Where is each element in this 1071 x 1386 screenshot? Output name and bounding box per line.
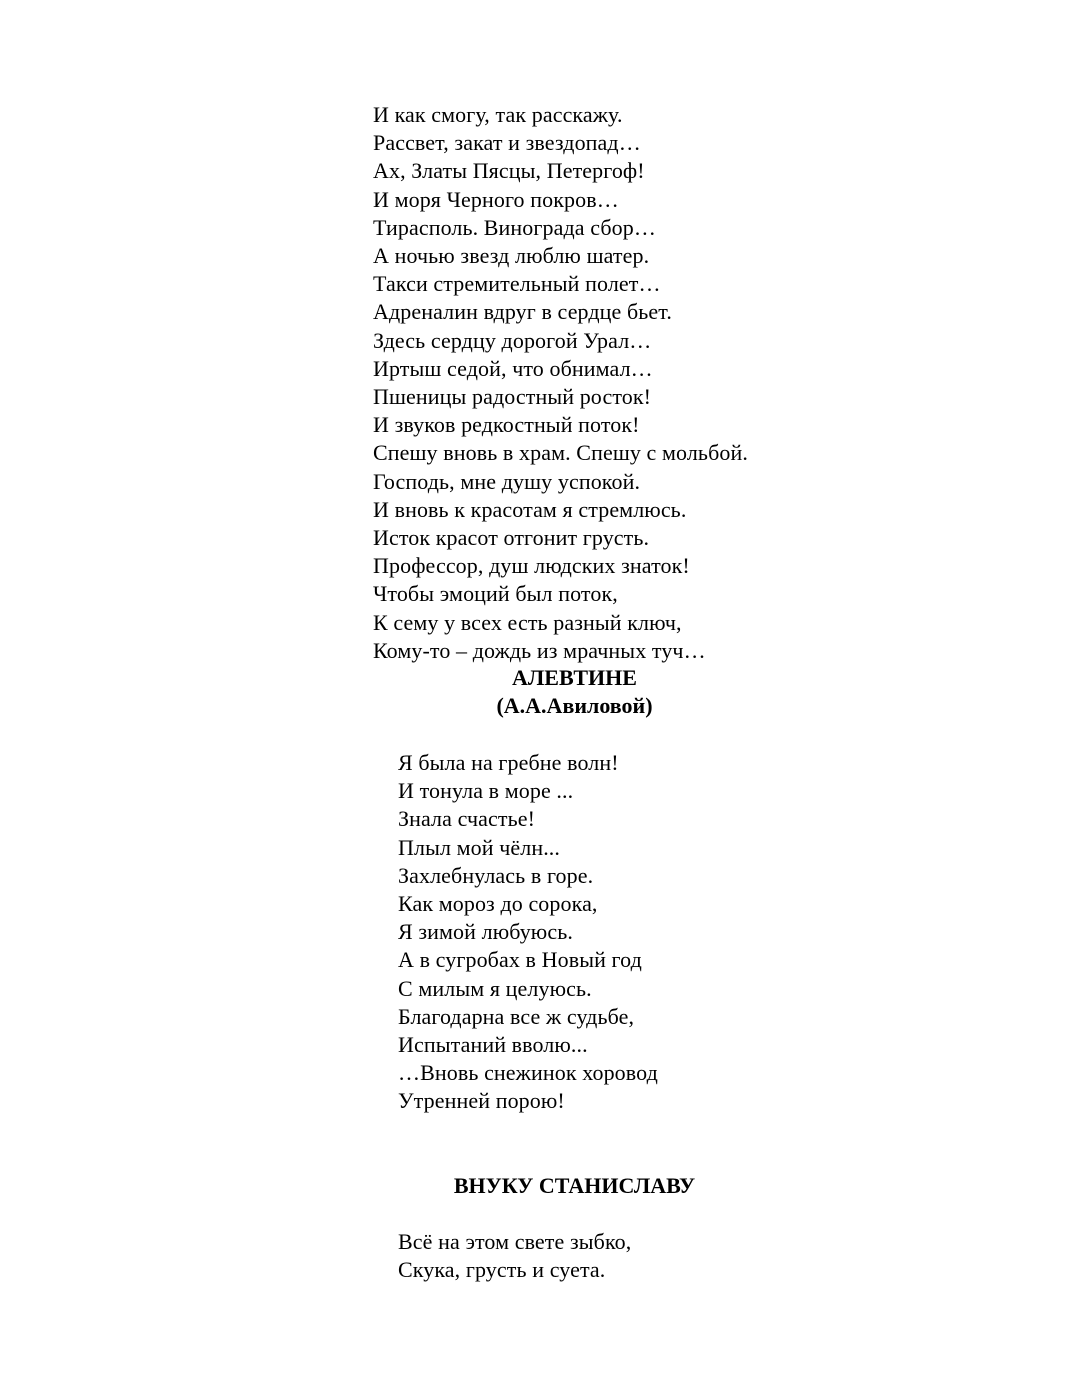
poem-title: ВНУКУ СТАНИСЛАВУ: [453, 1173, 696, 1198]
poem-line: Как мороз до сорока,: [398, 891, 598, 917]
poem-line: Чтобы эмоций был поток,: [373, 581, 618, 607]
poem-line: Утренней порою!: [398, 1088, 565, 1114]
poem-line: Спешу вновь в храм. Спешу с мольбой.: [373, 440, 748, 466]
poem-line: Я зимой любуюсь.: [398, 919, 573, 945]
poem-stanislav: [398, 1228, 631, 1284]
poem-line: Захлебнулась в горе.: [398, 862, 594, 888]
poem-line: Я была на гребне волн!: [398, 750, 619, 775]
poem-line: Кому-то – дождь из мрачных туч…: [373, 637, 706, 663]
poem-line: Знала счастье!: [398, 806, 536, 832]
poem-title: АЛЕВТИНЕ: [512, 665, 637, 690]
poem-line: Ах, Златы Пясцы, Петергоф!: [373, 158, 645, 184]
poem-line: К сему у всех есть разный ключ,: [373, 609, 682, 635]
poem-line: Рассвет, закат и звездопад…: [373, 130, 641, 156]
poem-dedication: (А.А.Авиловой): [496, 693, 653, 718]
poem-line: Профессор, душ людских знаток!: [373, 553, 690, 579]
poem-line: Пшеницы радостный росток!: [373, 384, 652, 410]
poem-line: Тирасполь. Винограда сбор…: [373, 214, 656, 240]
poem-line: А ночью звезд люблю шатер.: [373, 243, 650, 269]
poem-line: И вновь к красотам я стремлюсь.: [373, 496, 687, 522]
poem-line: Скука, грусть и суета.: [398, 1257, 606, 1283]
poem-line: И как смогу, так расскажу.: [373, 102, 623, 127]
poem-line: И звуков редкостный поток!: [373, 412, 640, 438]
poem-line: …Вновь снежинок хоровод: [398, 1060, 658, 1086]
poem-line: Исток красот отгонит грусть.: [373, 525, 650, 551]
poem-line: Плыл мой чёлн...: [398, 834, 561, 860]
poem-line: Всё на этом свете зыбко,: [398, 1229, 632, 1254]
poem-line: И моря Черного покров…: [373, 186, 619, 212]
poem-alevtine: [398, 749, 658, 1116]
poem-line: Благодарна все ж судьбе,: [398, 1003, 635, 1029]
poem-continued: [373, 101, 748, 665]
poem-line: Такси стремительный полет…: [373, 271, 661, 297]
poem-line: И тонула в море ...: [398, 778, 574, 804]
poem-line: С милым я целуюсь.: [398, 975, 592, 1001]
poem-line: Здесь сердцу дорогой Урал…: [373, 327, 652, 353]
poem-line: Иртыш седой, что обнимал…: [373, 355, 653, 381]
poem-line: Господь, мне душу успокой.: [373, 468, 641, 494]
poem-line: А в сугробах в Новый год: [398, 947, 642, 973]
poem-line: Адреналин вдруг в сердце бьет.: [373, 299, 672, 325]
poem-line: Испытаний вволю...: [398, 1032, 588, 1058]
